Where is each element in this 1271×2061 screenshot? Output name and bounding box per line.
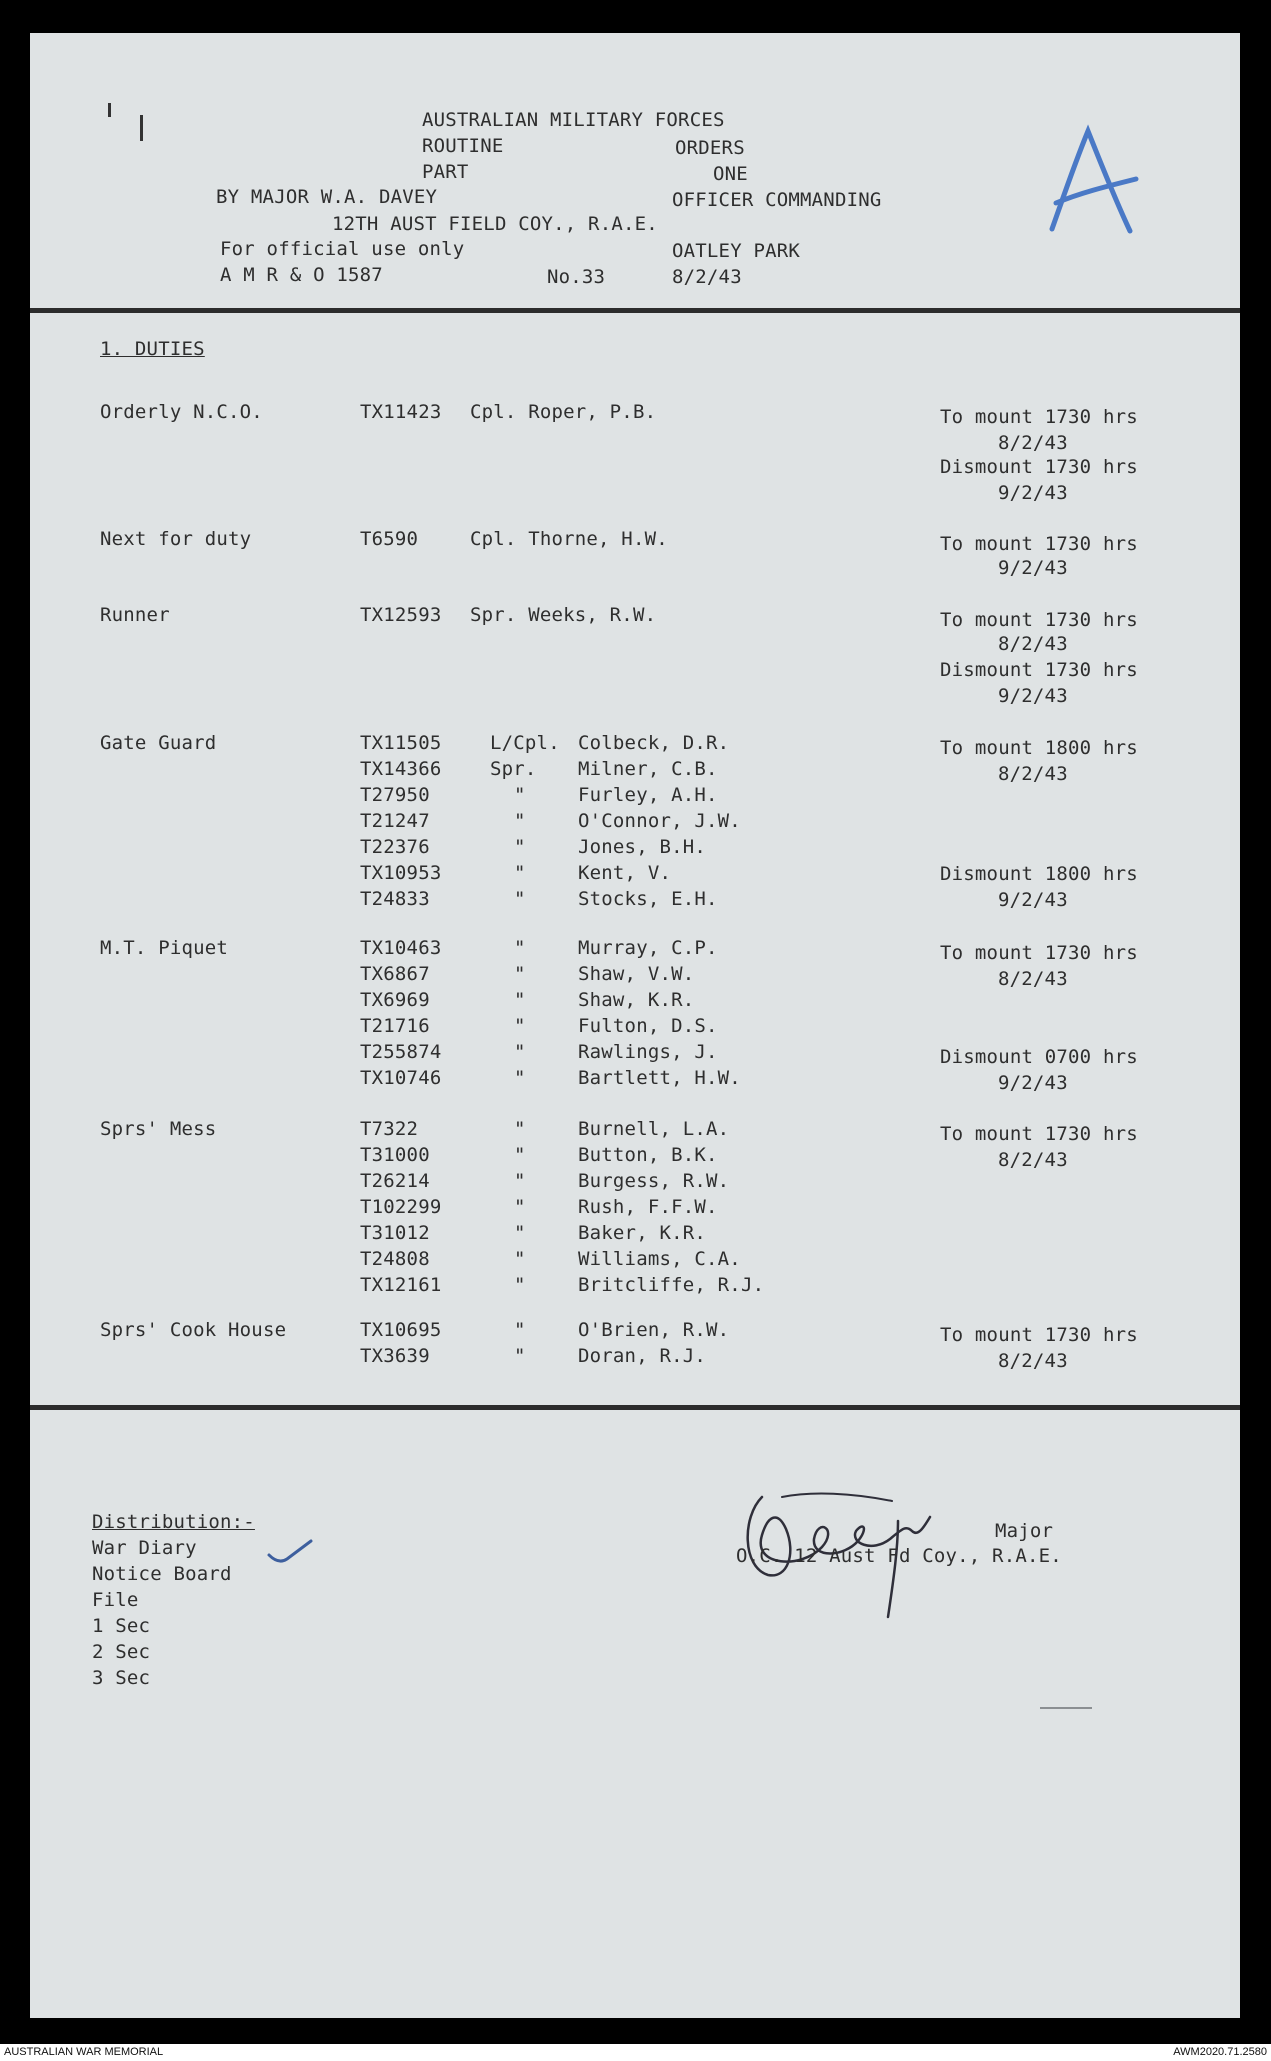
service-number: TX10953 <box>360 862 442 884</box>
duty-time: To mount 1730 hrs <box>940 1123 1138 1145</box>
rank: " <box>514 1067 526 1089</box>
duty-time: Dismount 1730 hrs <box>940 659 1138 681</box>
service-number: TX12593 <box>360 604 442 626</box>
header-number: No.33 <box>547 266 606 288</box>
duty-time: To mount 1730 hrs <box>940 533 1138 555</box>
soldier-name: Shaw, K.R. <box>578 989 695 1011</box>
distribution-item: 1 Sec <box>92 1615 151 1637</box>
service-number: T255874 <box>360 1041 442 1063</box>
duty-label: Gate Guard <box>100 732 217 754</box>
header-one: ONE <box>713 163 748 185</box>
duty-time: Dismount 0700 hrs <box>940 1046 1138 1068</box>
service-number: T7322 <box>360 1118 419 1140</box>
service-number: TX10463 <box>360 937 442 959</box>
duty-time: To mount 1730 hrs <box>940 942 1138 964</box>
duty-time: Dismount 1730 hrs <box>940 456 1138 478</box>
soldier-name: Doran, R.J. <box>578 1345 707 1367</box>
duty-date: 8/2/43 <box>998 633 1068 655</box>
document-page <box>30 33 1240 2018</box>
header-orders: ORDERS <box>675 137 745 159</box>
tick-mark <box>265 1537 315 1567</box>
service-number: T24833 <box>360 888 430 910</box>
ink-speck <box>140 115 143 141</box>
rank: " <box>514 1248 526 1270</box>
rank: " <box>514 1345 526 1367</box>
rank: " <box>514 862 526 884</box>
duty-time: Dismount 1800 hrs <box>940 863 1138 885</box>
duty-time: To mount 1730 hrs <box>940 1324 1138 1346</box>
soldier-name: Williams, C.A. <box>578 1248 741 1270</box>
header-ref: A M R & O 1587 <box>220 264 383 286</box>
rank: " <box>514 963 526 985</box>
duty-date: 8/2/43 <box>998 432 1068 454</box>
footer-bar <box>0 2044 1271 2061</box>
duty-date: 9/2/43 <box>998 685 1068 707</box>
soldier-name: Rush, F.F.W. <box>578 1196 718 1218</box>
duty-label: Next for duty <box>100 528 252 550</box>
soldier-name: Jones, B.H. <box>578 836 707 858</box>
rank: L/Cpl. <box>490 732 560 754</box>
duty-label: Sprs' Cook House <box>100 1319 287 1341</box>
soldier-name: Colbeck, D.R. <box>578 732 730 754</box>
soldier-name: Shaw, V.W. <box>578 963 695 985</box>
service-number: T102299 <box>360 1196 442 1218</box>
signature-title: O.C. 12 Aust Fd Coy., R.A.E. <box>736 1545 1062 1567</box>
rank: " <box>514 784 526 806</box>
ink-speck <box>108 103 111 117</box>
soldier-name: Furley, A.H. <box>578 784 718 806</box>
distribution-item: 3 Sec <box>92 1667 151 1689</box>
header-rule <box>30 308 1240 313</box>
soldier-name: O'Brien, R.W. <box>578 1319 730 1341</box>
distribution-item: File <box>92 1589 139 1611</box>
distribution-item: Notice Board <box>92 1563 232 1585</box>
soldier-name: Baker, K.R. <box>578 1222 707 1244</box>
service-number: TX11423 <box>360 401 442 423</box>
service-number: T21716 <box>360 1015 430 1037</box>
header-title: AUSTRALIAN MILITARY FORCES <box>422 109 725 131</box>
service-number: TX6867 <box>360 963 430 985</box>
signature <box>722 1457 962 1627</box>
header-part: PART <box>422 161 469 183</box>
rank: " <box>514 1118 526 1140</box>
duty-time: To mount 1730 hrs <box>940 609 1138 631</box>
footer-id: AWM2020.71.2580 <box>1173 2046 1267 2058</box>
duty-date: 9/2/43 <box>998 482 1068 504</box>
soldier-name: Murray, C.P. <box>578 937 718 959</box>
service-number: T24808 <box>360 1248 430 1270</box>
service-number: T27950 <box>360 784 430 806</box>
rank: " <box>514 1015 526 1037</box>
rank: " <box>514 1222 526 1244</box>
distribution-item: 2 Sec <box>92 1641 151 1663</box>
rank: " <box>514 1196 526 1218</box>
rank: " <box>514 810 526 832</box>
duty-time: To mount 1730 hrs <box>940 406 1138 428</box>
service-number: T22376 <box>360 836 430 858</box>
soldier-name: Burnell, L.A. <box>578 1118 730 1140</box>
duty-label: M.T. Piquet <box>100 937 229 959</box>
section-title: 1. DUTIES <box>100 338 205 360</box>
duty-label: Orderly N.C.O. <box>100 401 263 423</box>
duty-date: 9/2/43 <box>998 1072 1068 1094</box>
soldier-name: Britcliffe, R.J. <box>578 1274 765 1296</box>
header-by: BY MAJOR W.A. DAVEY <box>216 186 438 208</box>
header-official: For official use only <box>220 238 465 260</box>
rank: " <box>514 937 526 959</box>
header-unit: 12TH AUST FIELD COY., R.A.E. <box>332 213 658 235</box>
header-routine: ROUTINE <box>422 135 504 157</box>
duty-time: To mount 1800 hrs <box>940 737 1138 759</box>
rank: Spr. <box>490 758 537 780</box>
soldier-name: Kent, V. <box>578 862 672 884</box>
rank: " <box>514 836 526 858</box>
service-number: T31012 <box>360 1222 430 1244</box>
soldier-name: Milner, C.B. <box>578 758 718 780</box>
service-number: T31000 <box>360 1144 430 1166</box>
handwritten-a-mark <box>1040 121 1150 241</box>
soldier-name: Burgess, R.W. <box>578 1170 730 1192</box>
service-number: TX10746 <box>360 1067 442 1089</box>
footer-credit: AUSTRALIAN WAR MEMORIAL <box>4 2046 164 2058</box>
soldier-name: Spr. Weeks, R.W. <box>470 604 657 626</box>
header-officer: OFFICER COMMANDING <box>672 189 882 211</box>
pencil-mark <box>1040 1707 1092 1709</box>
header-date: 8/2/43 <box>672 266 742 288</box>
duty-date: 9/2/43 <box>998 557 1068 579</box>
soldier-name: Rawlings, J. <box>578 1041 718 1063</box>
soldier-name: Bartlett, H.W. <box>578 1067 741 1089</box>
rank: " <box>514 989 526 1011</box>
service-number: T21247 <box>360 810 430 832</box>
soldier-name: Button, B.K. <box>578 1144 718 1166</box>
soldier-name: Stocks, E.H. <box>578 888 718 910</box>
service-number: T6590 <box>360 528 419 550</box>
rank: " <box>514 1170 526 1192</box>
soldier-name: Cpl. Thorne, H.W. <box>470 528 668 550</box>
service-number: TX10695 <box>360 1319 442 1341</box>
footer-rule <box>30 1405 1240 1410</box>
header-location: OATLEY PARK <box>672 240 801 262</box>
duty-date: 8/2/43 <box>998 968 1068 990</box>
duty-date: 8/2/43 <box>998 1149 1068 1171</box>
duty-label: Runner <box>100 604 170 626</box>
soldier-name: Cpl. Roper, P.B. <box>470 401 657 423</box>
distribution-title: Distribution:- <box>92 1511 255 1533</box>
service-number: TX12161 <box>360 1274 442 1296</box>
duty-date: 8/2/43 <box>998 1350 1068 1372</box>
rank: " <box>514 1144 526 1166</box>
soldier-name: Fulton, D.S. <box>578 1015 718 1037</box>
service-number: TX6969 <box>360 989 430 1011</box>
rank: " <box>514 1274 526 1296</box>
soldier-name: O'Connor, J.W. <box>578 810 741 832</box>
service-number: TX11505 <box>360 732 442 754</box>
signature-rank: Major <box>995 1520 1054 1542</box>
service-number: T26214 <box>360 1170 430 1192</box>
distribution-item: War Diary <box>92 1537 197 1559</box>
rank: " <box>514 888 526 910</box>
service-number: TX3639 <box>360 1345 430 1367</box>
rank: " <box>514 1041 526 1063</box>
rank: " <box>514 1319 526 1341</box>
service-number: TX14366 <box>360 758 442 780</box>
duty-date: 9/2/43 <box>998 889 1068 911</box>
duty-label: Sprs' Mess <box>100 1118 217 1140</box>
duty-date: 8/2/43 <box>998 763 1068 785</box>
